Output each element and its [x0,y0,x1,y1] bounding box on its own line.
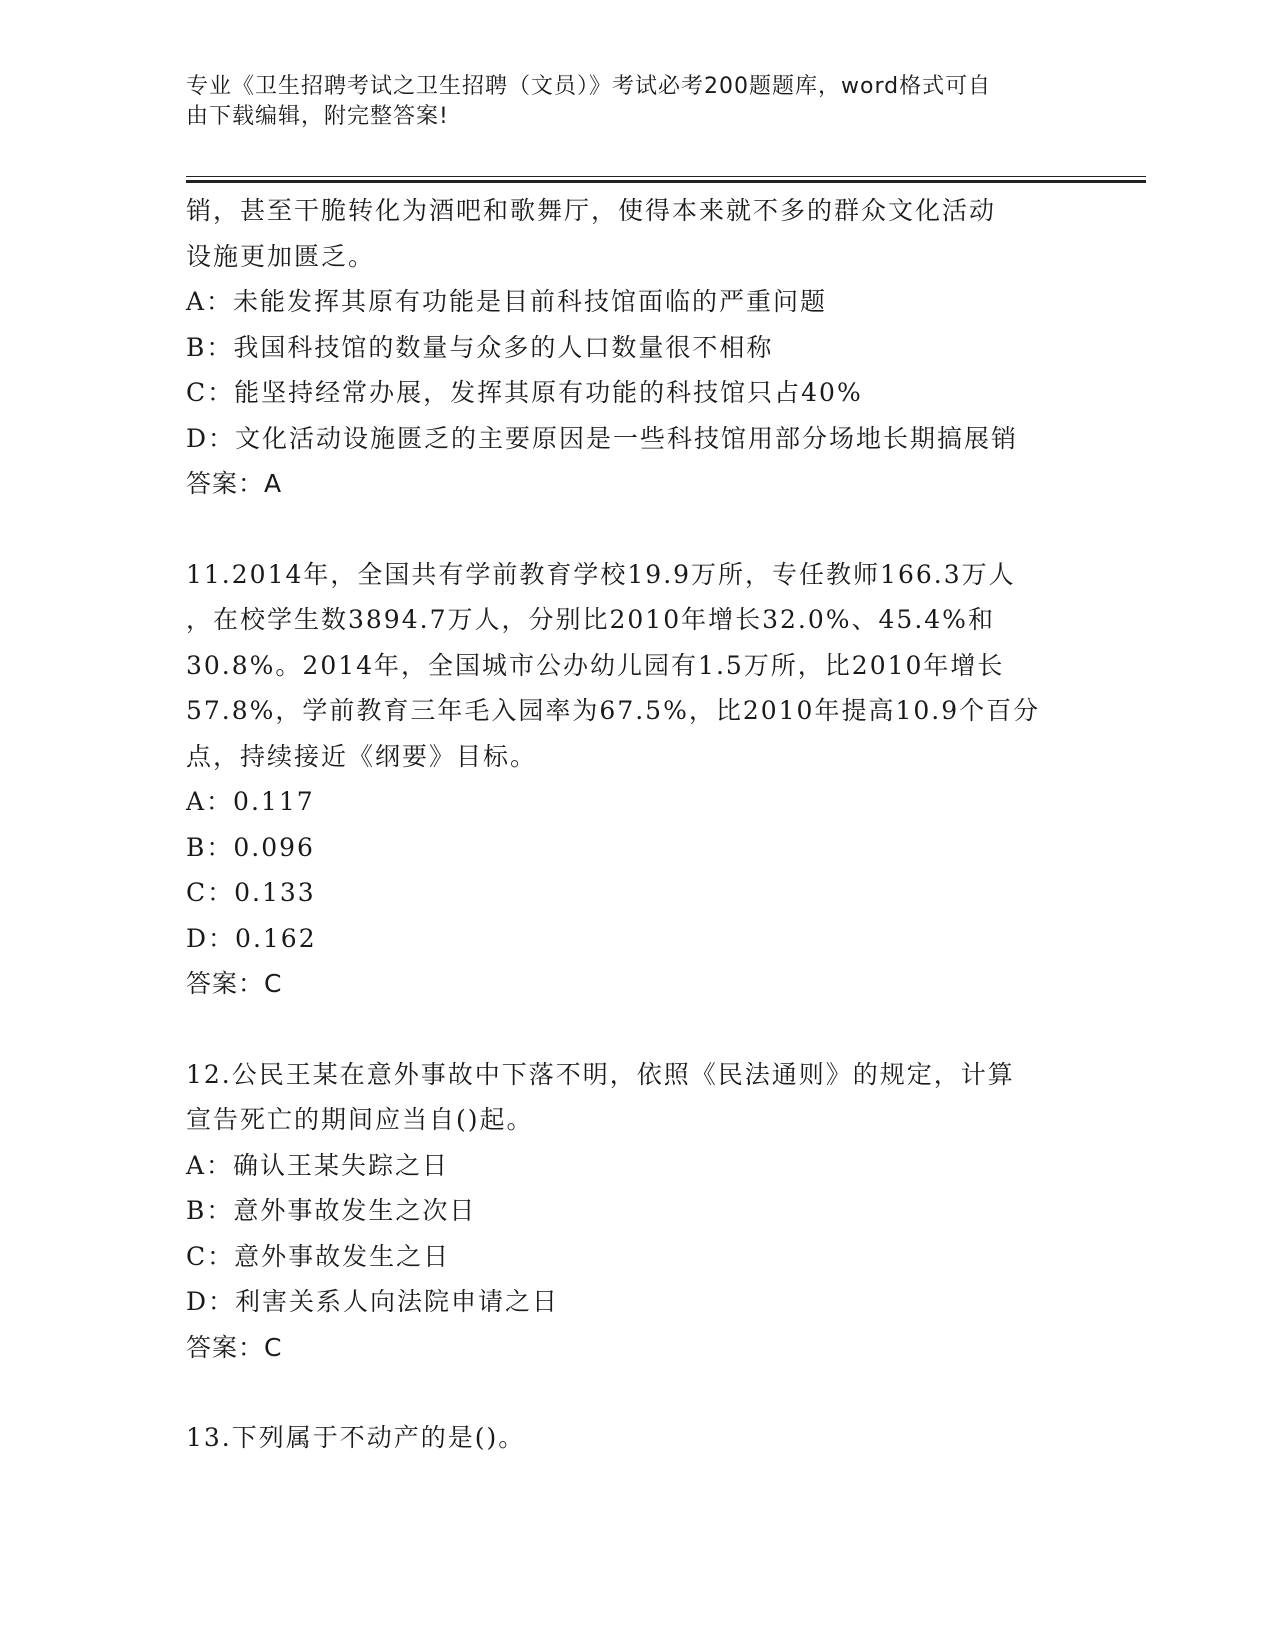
document-header [186,72,1066,132]
question-stem-line: 宣告死亡的期间应当自()起。 [186,1105,534,1134]
question-stem-line: 销，甚至干脆转化为酒吧和歌舞厅，使得本来就不多的群众文化活动 [186,196,997,225]
option-c: C：0.133 [186,878,316,907]
option-c: C：意外事故发生之日 [186,1241,451,1271]
spacer [186,507,1086,552]
option-a: A：确认王某失踪之日 [186,1150,450,1180]
answer: 答案：C [186,1332,283,1362]
question-stem-line: 12.公民王某在意外事故中下落不明，依照《民法通则》的规定，计算 [186,1059,1015,1089]
option-c: C：能坚持经常办展，发挥其原有功能的科技馆只占40% [186,378,863,407]
question-10 [186,188,1086,507]
header-line-2: 由下载编辑，附完整答案! [186,104,449,129]
option-b: B：意外事故发生之次日 [186,1196,477,1225]
question-stem-line: 57.8%，学前教育三年毛入园率为67.5%，比2010年提高10.9个百分 [186,696,1041,725]
option-d: D：利害关系人向法院申请之日 [186,1287,560,1316]
header-line-1: 专业《卫生招聘考试之卫生招聘（文员）》考试必考200题题库，word格式可自 [186,74,992,99]
option-d: D：0.162 [186,923,317,953]
question-stem-line: 点，持续接近《纲要》目标。 [186,741,538,771]
document-body [186,188,1086,1461]
option-b: B：我国科技馆的数量与众多的人口数量很不相称 [186,332,774,362]
answer: 答案：C [186,969,283,998]
option-a: A：未能发挥其原有功能是目前科技馆面临的严重问题 [186,287,828,316]
question-stem-line: ，在校学生数3894.7万人，分别比2010年增长32.0%、45.4%和 [186,605,995,634]
option-d: D：文化活动设施匮乏的主要原因是一些科技馆用部分场地长期搞展销 [186,423,1019,453]
question-11 [186,552,1086,1007]
option-a: A：0.117 [186,787,315,816]
question-stem-line: 设施更加匮乏。 [186,241,376,271]
answer: 答案：A [186,469,283,498]
option-b: B：0.096 [186,832,315,862]
question-12 [186,1052,1086,1371]
question-stem-line: 30.8%。2014年，全国城市公办幼儿园有1.5万所，比2010年增长 [186,650,1005,680]
question-stem-line: 11.2014年，全国共有学前教育学校19.9万所，专任教师166.3万人 [186,559,1016,589]
question-13 [186,1415,1086,1461]
spacer [186,1007,1086,1052]
spacer [186,1370,1086,1415]
header-divider-thick [186,180,1146,183]
header-divider-thin [186,176,1146,177]
question-stem-line: 13.下列属于不动产的是()。 [186,1423,526,1452]
